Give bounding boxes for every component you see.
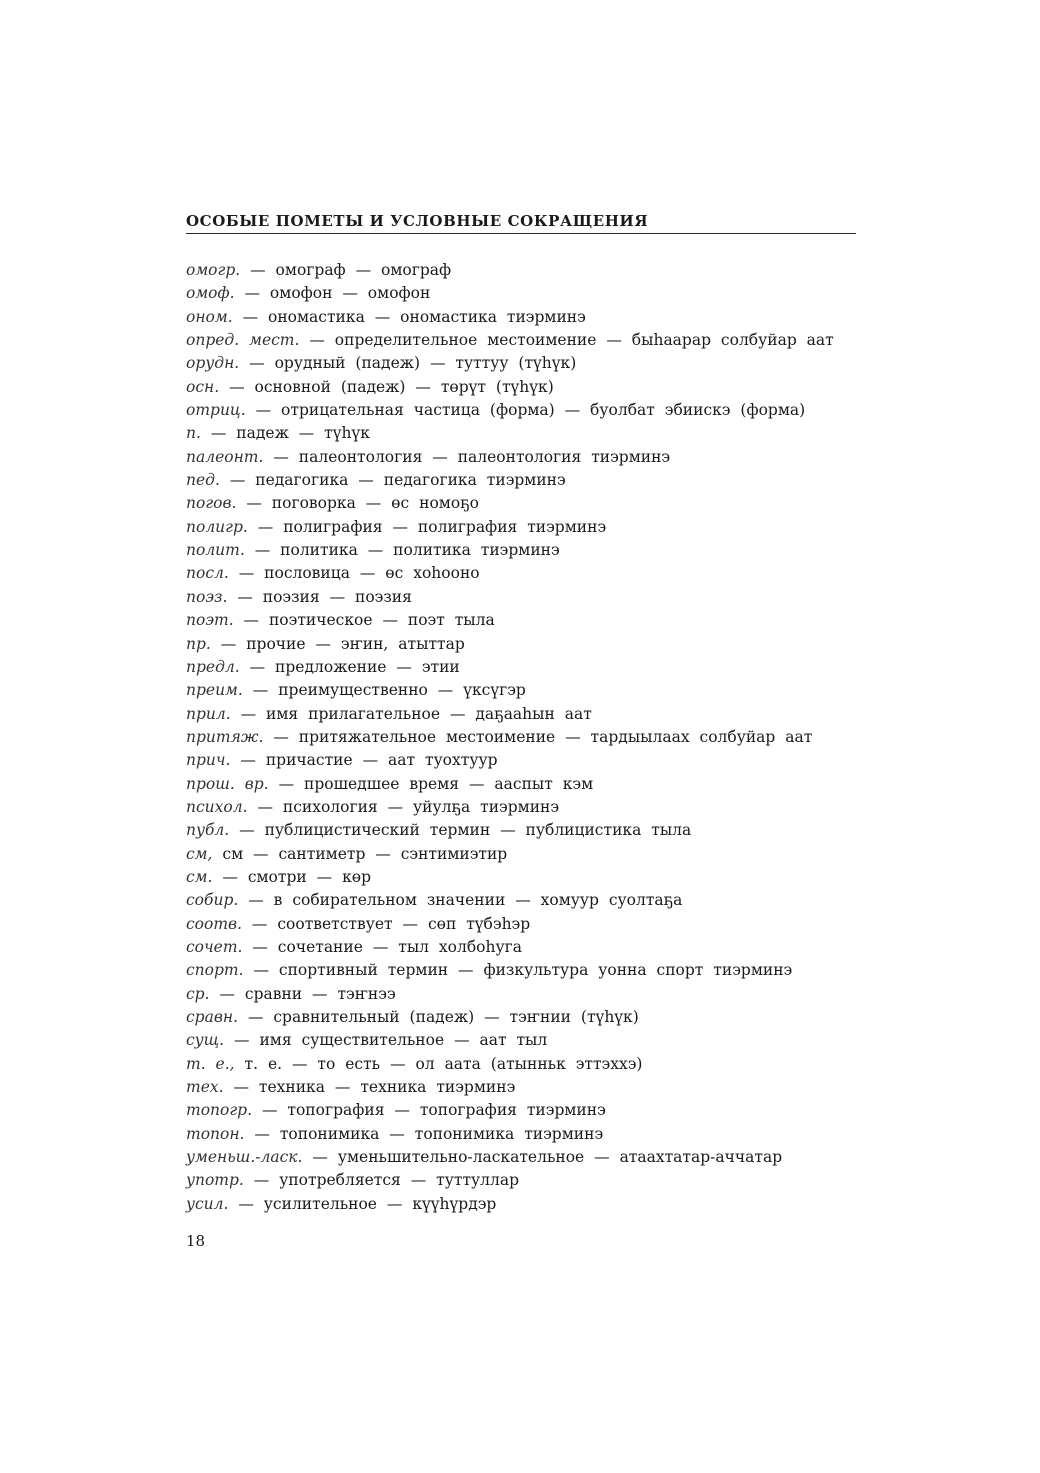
abbreviation-term: уменьш.-ласк.	[186, 1148, 303, 1167]
abbreviation-definition: — падеж — түһүк	[200, 424, 370, 443]
abbreviation-entry	[186, 913, 876, 936]
abbreviation-entry	[186, 352, 876, 375]
abbreviation-term: употр.	[186, 1171, 244, 1190]
abbreviation-entry	[186, 983, 876, 1006]
abbreviation-term: поэз.	[186, 587, 228, 606]
abbreviation-term: топогр.	[186, 1101, 253, 1120]
abbreviation-term: п.	[186, 424, 201, 443]
abbreviation-term: пед.	[186, 471, 220, 490]
abbreviation-entry	[186, 1169, 876, 1192]
abbreviation-term: психол.	[186, 797, 248, 816]
abbreviation-definition: — отрицательная частица (форма) — буолбат эбиискэ (форма)	[245, 401, 806, 420]
abbreviation-term: прич.	[186, 751, 231, 770]
abbreviation-term: усил.	[186, 1194, 229, 1213]
abbreviation-entry	[186, 446, 876, 469]
abbreviation-term: сущ.	[186, 1031, 225, 1050]
abbreviation-entry	[186, 656, 876, 679]
abbreviation-term: топон.	[186, 1124, 245, 1143]
abbreviation-entry	[186, 633, 876, 656]
abbreviation-term: отриц.	[186, 401, 246, 420]
abbreviation-term: сравн.	[186, 1008, 239, 1026]
abbreviation-definition: — палеонтология — палеонтология тиэрминэ	[263, 447, 671, 466]
abbreviation-definition: — спортивный термин — физкультура уонна спорт тиэрминэ	[243, 961, 793, 980]
abbreviation-definition: — поговорка — өс номоҕо	[236, 494, 480, 513]
abbreviation-definition: — полиграфия — полиграфия тиэрминэ	[247, 517, 607, 536]
abbreviation-entry	[186, 329, 876, 352]
abbreviation-definition: — основной (падеж) — төрүт (түһүк)	[219, 377, 554, 396]
abbreviation-term: осн.	[186, 377, 220, 396]
abbreviation-term: прил.	[186, 704, 231, 723]
abbreviation-definition: — ономастика — ономастика тиэрминэ	[232, 307, 586, 326]
abbreviation-entry	[186, 586, 876, 609]
abbreviation-definition: — имя существительное — аат тыл	[224, 1031, 548, 1050]
abbreviation-entry	[186, 679, 876, 702]
abbreviation-entry	[186, 773, 876, 796]
abbreviation-term: соотв.	[186, 914, 242, 933]
abbreviation-term: преим.	[186, 681, 243, 700]
abbreviation-entry	[186, 819, 876, 842]
abbreviation-entry	[186, 1053, 876, 1076]
abbreviation-definition: — преимущественно — үксүгэр	[242, 681, 526, 700]
abbreviation-term: пр.	[186, 634, 211, 653]
abbreviation-term: омоф.	[186, 284, 235, 303]
abbreviation-definition: — смотри — көр	[212, 867, 372, 886]
abbreviation-term: полит.	[186, 541, 245, 560]
abbreviation-definition: — уменьшительно-ласкательное — атаахтатар-аччатар	[302, 1148, 783, 1167]
abbreviation-term: предл.	[186, 657, 240, 676]
abbreviation-definition: — поэзия — поэзия	[227, 587, 412, 606]
abbreviation-definition: — психология — уйулҕа тиэрминэ	[247, 797, 560, 816]
abbreviation-definition: — предложение — этии	[239, 657, 460, 676]
abbreviation-definition: — сравни — тэҥнээ	[209, 984, 396, 1003]
abbreviation-term: притяж.	[186, 727, 264, 746]
abbreviation-term: прош. вр.	[186, 774, 269, 793]
abbreviation-entry	[186, 936, 876, 959]
abbreviation-definition: — усилительное — күүһүрдэр	[228, 1194, 497, 1213]
abbreviation-entry	[186, 959, 876, 982]
abbreviation-entry	[186, 562, 876, 585]
abbreviation-entry	[186, 1076, 876, 1099]
abbreviation-entry	[186, 609, 876, 632]
abbreviation-definition: — прошедшее время — ааспыт кэм	[268, 774, 594, 793]
abbreviation-definition: — педагогика — педагогика тиэрминэ	[219, 471, 566, 490]
abbreviation-entry	[186, 843, 876, 866]
abbreviation-definition: — омограф — омограф	[240, 261, 452, 279]
abbreviation-term: погов.	[186, 494, 237, 513]
abbreviation-entry	[186, 866, 876, 889]
abbreviation-definition: — сочетание — тыл холбоһуга	[242, 937, 522, 956]
abbreviation-entry	[186, 259, 876, 282]
abbreviation-entry	[186, 306, 876, 329]
abbreviation-term: спорт.	[186, 961, 244, 980]
abbreviation-entry	[186, 749, 876, 772]
abbreviation-definition: — поэтическое — поэт тыла	[233, 611, 495, 630]
abbreviation-term: опред. мест.	[186, 331, 300, 350]
abbreviation-entry	[186, 492, 876, 515]
abbreviation-entry	[186, 796, 876, 819]
abbreviation-definition: — имя прилагательное — даҕааһын аат	[230, 704, 592, 723]
abbreviation-term: орудн.	[186, 354, 240, 373]
abbreviation-entry	[186, 1006, 876, 1029]
abbreviation-definition: см — сантиметр — сэнтимиэтир	[212, 844, 508, 863]
abbreviation-definition: т. е. — то есть — ол аата (атынньк эттэххэ)	[234, 1054, 643, 1073]
abbreviation-term: омогр.	[186, 261, 241, 279]
abbreviation-entry	[186, 889, 876, 912]
abbreviation-term: собир.	[186, 891, 239, 910]
abbreviation-entry	[186, 282, 876, 305]
abbreviation-definition: — публицистический термин — публицистика тыла	[229, 821, 692, 840]
abbreviation-definition: — употребляется — туттуллар	[243, 1171, 520, 1190]
abbreviation-term: палеонт.	[186, 447, 264, 466]
abbreviation-term: см.	[186, 867, 213, 886]
abbreviation-entry	[186, 376, 876, 399]
abbreviation-entry	[186, 1146, 876, 1169]
abbreviation-term: полигр.	[186, 517, 248, 536]
abbreviation-definition: — соответствует — сөп түбэһэр	[242, 914, 531, 933]
abbreviation-entry	[186, 1123, 876, 1146]
abbreviation-definition: — в собирательном значении — хомуур суолтаҕа	[238, 891, 683, 910]
abbreviation-term: посл.	[186, 564, 229, 583]
abbreviation-definition: — определительное местоимение — быһаарар солбуйар аат	[299, 331, 834, 350]
abbreviation-definition: — прочие — эҥин, атыттар	[210, 634, 465, 653]
abbreviation-entry	[186, 399, 876, 422]
abbreviation-entry	[186, 516, 876, 539]
abbreviation-definition: — притяжательное местоимение — тардыылаах солбуйар аат	[263, 727, 813, 746]
abbreviation-term: см,	[186, 844, 213, 863]
page-header	[186, 212, 856, 234]
abbreviation-entry	[186, 422, 876, 445]
page-number: 18	[186, 1232, 206, 1250]
abbreviation-definition: — причастие — аат туохтуур	[230, 751, 498, 770]
abbreviation-entry	[186, 703, 876, 726]
abbreviation-definition: — пословица — өс хоһооно	[228, 564, 480, 583]
abbreviation-entry	[186, 469, 876, 492]
abbreviation-term: оном.	[186, 307, 233, 326]
abbreviation-list	[186, 259, 876, 1216]
abbreviation-term: сочет.	[186, 937, 243, 956]
abbreviation-entry	[186, 539, 876, 562]
abbreviation-entry	[186, 1099, 876, 1122]
abbreviation-definition: — сравнительный (падеж) — тэҥнии (түһүк)	[238, 1008, 639, 1026]
abbreviation-definition: — омофон — омофон	[234, 284, 431, 303]
abbreviation-definition: — орудный (падеж) — туттуу (түһүк)	[239, 354, 577, 373]
abbreviation-entry	[186, 1029, 876, 1052]
page-title: ОСОБЫЕ ПОМЕТЫ И УСЛОВНЫЕ СОКРАЩЕНИЯ	[186, 212, 649, 230]
abbreviation-term: публ.	[186, 821, 230, 840]
abbreviation-definition: — политика — политика тиэрминэ	[244, 541, 560, 560]
abbreviation-term: ср.	[186, 984, 210, 1003]
abbreviation-definition: — техника — техника тиэрминэ	[223, 1078, 516, 1097]
abbreviation-term: т. е.,	[186, 1054, 235, 1073]
abbreviation-definition: — топография — топография тиэрминэ	[252, 1101, 606, 1120]
abbreviation-entry	[186, 1193, 876, 1216]
abbreviation-term: поэт.	[186, 611, 234, 630]
abbreviation-term: тех.	[186, 1078, 224, 1097]
abbreviation-definition: — топонимика — топонимика тиэрминэ	[244, 1124, 604, 1143]
abbreviation-entry	[186, 726, 876, 749]
